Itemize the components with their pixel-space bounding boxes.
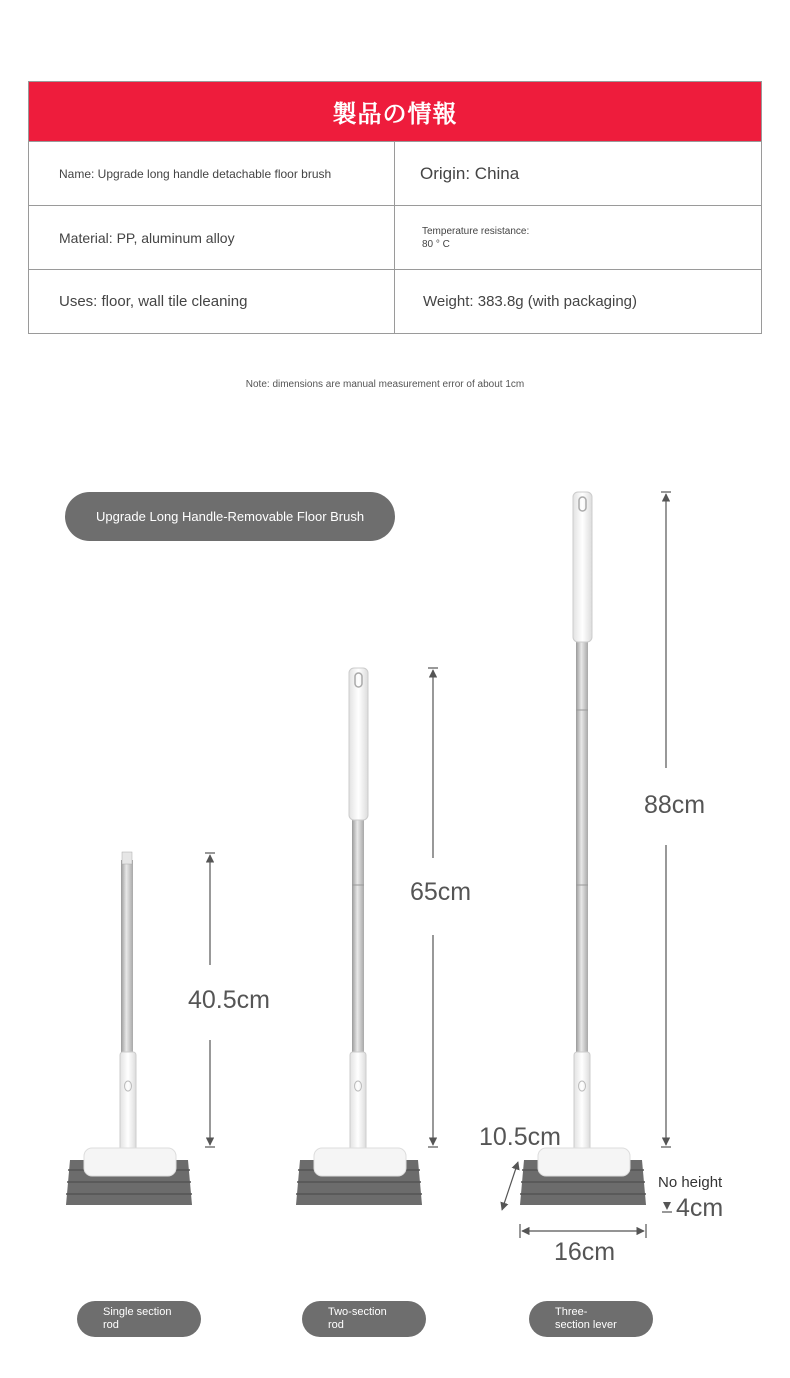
dim-two: 65cm bbox=[410, 878, 472, 906]
dim-brush-depth: 10.5cm bbox=[479, 1123, 561, 1151]
measurement-note: Note: dimensions are manual measurement error of about 1cm bbox=[245, 379, 525, 390]
caption-line: section lever bbox=[555, 1319, 617, 1331]
dimension-lines bbox=[205, 492, 672, 1238]
dim-brush-width: 16cm bbox=[554, 1238, 616, 1266]
brush-three-section bbox=[520, 492, 646, 1205]
spec-temperature-label: Temperature resistance: bbox=[422, 225, 530, 237]
brush-single-section bbox=[66, 852, 192, 1205]
spec-uses: Uses: floor, wall tile cleaning bbox=[29, 270, 395, 333]
caption-line: rod bbox=[328, 1319, 344, 1331]
caption-line: rod bbox=[103, 1319, 119, 1331]
product-title-pill: Upgrade Long Handle-Removable Floor Brush bbox=[65, 492, 395, 541]
caption-single-section bbox=[77, 1301, 201, 1337]
spec-temperature-value: 80 ° C bbox=[422, 238, 450, 250]
dim-single: 40.5cm bbox=[188, 986, 270, 1014]
caption-line: Two-section bbox=[328, 1306, 387, 1318]
dim-three: 88cm bbox=[644, 791, 706, 819]
spec-weight: Weight: 383.8g (with packaging) bbox=[423, 293, 638, 310]
caption-two-section bbox=[302, 1301, 426, 1337]
caption-three-section bbox=[529, 1301, 653, 1337]
dim-bristle-height: 4cm bbox=[676, 1194, 724, 1222]
brush-two-section bbox=[296, 668, 422, 1205]
spec-material: Material: PP, aluminum alloy bbox=[29, 206, 395, 269]
spec-title: 製品の情報 bbox=[29, 82, 761, 141]
bristle-height-label: No height bbox=[658, 1174, 723, 1191]
bristle-height-arrow-icon bbox=[663, 1202, 671, 1210]
caption-line: Three- bbox=[555, 1306, 588, 1318]
spec-origin: Origin: China bbox=[420, 163, 520, 183]
spec-name: Name: Upgrade long handle detachable floor brush bbox=[29, 142, 395, 205]
caption-line: Single section bbox=[103, 1306, 172, 1318]
